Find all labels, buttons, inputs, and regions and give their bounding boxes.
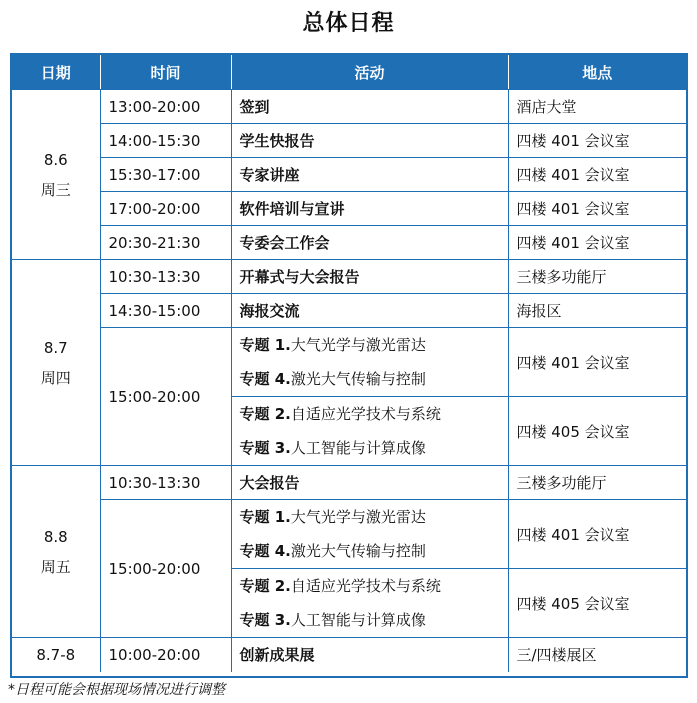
- time-cell: 15:00-20:00: [100, 328, 231, 466]
- activity-cell: 海报交流: [231, 294, 508, 328]
- date-value: 8.8: [43, 527, 68, 546]
- topic-name: 激光大气传输与控制: [290, 370, 426, 388]
- location-cell: 四楼 401 会议室: [508, 192, 686, 226]
- time-cell: 10:30-13:30: [100, 466, 231, 500]
- table-row: [12, 500, 686, 569]
- time-cell: 14:30-15:00: [100, 294, 231, 328]
- location-cell: 四楼 405 会议室: [508, 569, 686, 638]
- header-date: 日期: [12, 55, 100, 90]
- activity-cell: 大会报告: [231, 466, 508, 500]
- activity-cell: 专委会工作会: [231, 226, 508, 260]
- topic-number: 专题 2.: [239, 577, 291, 595]
- activity-cell: 学生快报告: [231, 124, 508, 158]
- date-cell: 8.7-8: [12, 638, 100, 672]
- date-cell: [12, 90, 100, 260]
- weekday-value: 周三: [40, 180, 71, 199]
- topic-number: 专题 4.: [239, 542, 291, 560]
- location-cell: 四楼 405 会议室: [508, 397, 686, 466]
- page-title: 总体日程: [302, 11, 395, 36]
- time-cell: 13:00-20:00: [100, 90, 231, 124]
- table-row: [12, 328, 686, 397]
- header-activity: 活动: [231, 55, 508, 90]
- table-row: [12, 192, 686, 226]
- topic-line: [240, 431, 508, 465]
- table-row: [12, 90, 686, 124]
- table-row: [12, 638, 686, 672]
- topic-line: [240, 328, 508, 362]
- location-cell: 四楼 401 会议室: [508, 226, 686, 260]
- topic-number: 专题 3.: [239, 611, 291, 629]
- time-cell: 15:30-17:00: [100, 158, 231, 192]
- parallel-activity-cell: [231, 397, 508, 466]
- date-value: 8.6: [43, 150, 68, 169]
- header-row: [12, 55, 686, 90]
- topic-number: 专题 1.: [239, 336, 291, 354]
- activity-cell: 开幕式与大会报告: [231, 260, 508, 294]
- time-cell: 17:00-20:00: [100, 192, 231, 226]
- topic-number: 专题 3.: [239, 439, 291, 457]
- header-location: 地点: [508, 55, 686, 90]
- time-cell: 14:00-15:30: [100, 124, 231, 158]
- topic-line: [240, 362, 508, 396]
- time-cell: 10:00-20:00: [100, 638, 231, 672]
- table-row: [12, 226, 686, 260]
- topic-name: 激光大气传输与控制: [290, 542, 426, 560]
- location-cell: 四楼 401 会议室: [508, 124, 686, 158]
- topic-name: 自适应光学技术与系统: [290, 405, 441, 423]
- topic-line: [240, 500, 508, 534]
- time-cell: 20:30-21:30: [100, 226, 231, 260]
- topic-line: [240, 569, 508, 603]
- parallel-activity-cell: [231, 328, 508, 397]
- table-row: [12, 124, 686, 158]
- topic-name: 人工智能与计算成像: [290, 439, 426, 457]
- topic-line: [240, 534, 508, 568]
- location-cell: 酒店大堂: [508, 90, 686, 124]
- location-cell: 三楼多功能厅: [508, 466, 686, 500]
- activity-cell: 签到: [231, 90, 508, 124]
- activity-cell: 专家讲座: [231, 158, 508, 192]
- date-cell: [12, 260, 100, 466]
- topic-line: [240, 397, 508, 431]
- topic-number: 专题 1.: [239, 508, 291, 526]
- date-value: 8.7: [43, 338, 68, 357]
- topic-name: 人工智能与计算成像: [290, 611, 426, 629]
- schedule-table: [12, 55, 686, 672]
- location-cell: 三楼多功能厅: [508, 260, 686, 294]
- parallel-activity-cell: [231, 569, 508, 638]
- time-cell: 15:00-20:00: [100, 500, 231, 638]
- location-cell: 四楼 401 会议室: [508, 328, 686, 397]
- topic-number: 专题 4.: [239, 370, 291, 388]
- location-cell: 四楼 401 会议室: [508, 158, 686, 192]
- topic-name: 大气光学与激光雷达: [290, 508, 426, 526]
- weekday-value: 周四: [40, 368, 71, 387]
- table-row: [12, 158, 686, 192]
- topic-name: 自适应光学技术与系统: [290, 577, 441, 595]
- header-time: 时间: [100, 55, 231, 90]
- topic-line: [240, 603, 508, 637]
- date-cell: [12, 466, 100, 638]
- topic-number: 专题 2.: [239, 405, 291, 423]
- activity-cell: 创新成果展: [231, 638, 508, 672]
- location-cell: 四楼 401 会议室: [508, 500, 686, 569]
- table-row: [12, 466, 686, 500]
- location-cell: 三/四楼展区: [508, 638, 686, 672]
- schedule-table-frame: [10, 53, 688, 678]
- topic-name: 大气光学与激光雷达: [290, 336, 426, 354]
- table-row: [12, 260, 686, 294]
- parallel-activity-cell: [231, 500, 508, 569]
- weekday-value: 周五: [40, 557, 71, 576]
- footnote: *日程可能会根据现场情况进行调整: [8, 682, 225, 698]
- location-cell: 海报区: [508, 294, 686, 328]
- table-row: [12, 294, 686, 328]
- time-cell: 10:30-13:30: [100, 260, 231, 294]
- activity-cell: 软件培训与宣讲: [231, 192, 508, 226]
